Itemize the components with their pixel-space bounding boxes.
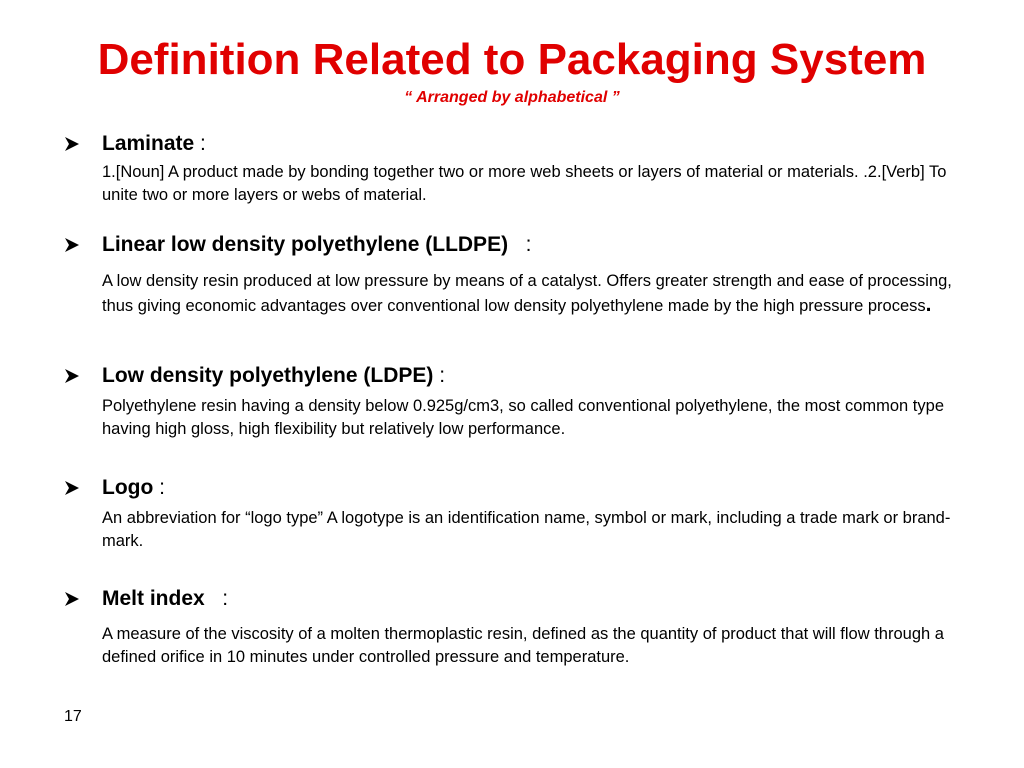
- term-separator: :: [153, 476, 165, 499]
- definition-end-mark: .: [925, 293, 932, 316]
- term-definition: A measure of the viscosity of a molten thermoplastic resin, defined as the quantity of product that will flow through a defined orifice in 10 minutes under controlled pressure and temperature.: [102, 625, 944, 666]
- definition-entry-melt-index: [64, 585, 964, 669]
- term-line: [64, 362, 964, 390]
- right-arrowhead-icon: [64, 480, 80, 496]
- right-arrowhead-icon: [64, 368, 80, 384]
- term-line: [64, 585, 964, 613]
- page-number: 17: [64, 708, 82, 725]
- term-separator: :: [204, 587, 229, 610]
- term-separator: :: [194, 132, 206, 155]
- slide-subtitle: “ Arranged by alphabetical ”: [404, 89, 620, 106]
- term-definition: 1.[Noun] A product made by bonding together two or more web sheets or layers of material or materials. .2.[Verb] To unite two or more layers or webs of material.: [102, 163, 947, 204]
- slide-title: Definition Related to Packaging System: [97, 35, 927, 84]
- definition-entry-logo: [64, 474, 964, 553]
- right-arrowhead-icon: [64, 237, 80, 253]
- definition-entry-laminate: [64, 130, 964, 207]
- definition-entry-ldpe: [64, 362, 964, 441]
- right-arrowhead-icon: [64, 591, 80, 607]
- term-definition: An abbreviation for “logo type” A logotype is an identification name, symbol or mark, including a trade mark or brand-mark.: [102, 509, 951, 550]
- term-definition: A low density resin produced at low pressure by means of a catalyst. Offers greater strength and ease of processing, thus giving economic advantages over conventional low density polyethylene made by the high pressure process: [102, 272, 952, 315]
- term-definition: Polyethylene resin having a density below 0.925g/cm3, so called conventional polyethylene, the most common type having high gloss, high flexibility but relatively low performance.: [102, 397, 944, 438]
- definition-entry-lldpe: [64, 231, 964, 318]
- term-line: [64, 474, 964, 502]
- term-separator: :: [508, 233, 532, 256]
- term-label: Laminate: [102, 132, 195, 155]
- term-label: Melt index: [102, 587, 205, 610]
- term-label: Low density polyethylene (LDPE): [102, 364, 434, 387]
- term-separator: :: [433, 364, 446, 387]
- term-label: Logo: [102, 476, 154, 499]
- right-arrowhead-icon: [64, 136, 80, 152]
- term-line: [64, 231, 964, 259]
- term-label: Linear low density polyethylene (LLDPE): [102, 233, 509, 256]
- term-line: [64, 130, 964, 158]
